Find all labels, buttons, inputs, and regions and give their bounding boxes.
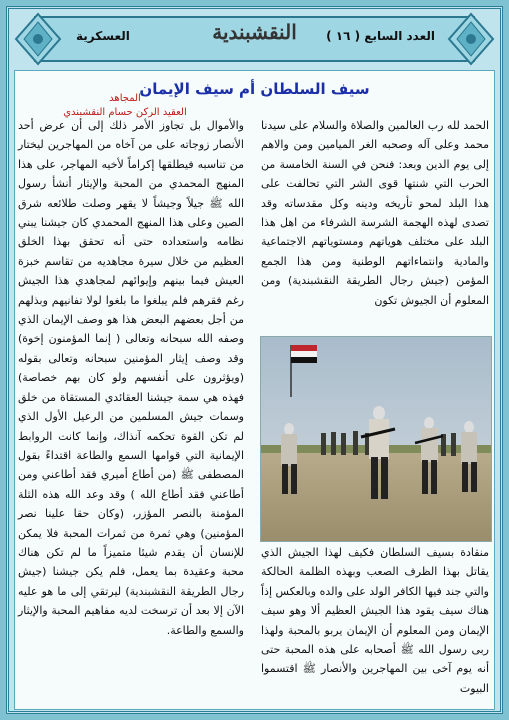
magazine-logo: النقشبندية: [212, 20, 297, 44]
paragraph: والأموال بل تجاوز الأمر ذلك إلى أن عرض أحد الأنصار زوجاته على من آخاه من المهاجرين ليختار من تناسبه فيطلقها إكراماً لأخيه المهاجر، على هذا المنهج المحمدي من المحبة والإيثار أنشأ رسول الله ﷺ جيلاً وجيشاً لا يقهر وصلت طلائعه شرق الصين وعلى هذا المنهج المحمدي كان جيشنا يبني نظامه واستعداده حتى أنه تحقق بهذا الخلق العظيم من خلال سيرة مجاهديه من تقاسم خبزة العيش فيما بينهم وإيوائهم لمجاهدي هذا الجيش رغم فقرهم فلم يبلغوا ما بلغوا لولا تفانيهم وبذلهم من أجل بعضهم البعض هذا هو وصف الإيمان الذي وصفه الله سبحانه وتعالى ( إنما المؤمنون إخوة) وقد وصف إيثار المؤمنين سبحانه وتعالى بقوله (ويؤثرون على أنفسهم ولو كان بهم خصاصة) فهذه هي سمة جيشنا العقائدي المستقاة من خلق وسمات جيش المسلمين من الرعيل الأول الذي لم تكن القوة تحكمه آنذاك، وإنما كانت الروابط الإيمانية التي قوامها السمع والطاعة اقتداءً بقول المصطفى ﷺ (من أطاع أميري فقد أطاعني ومن أطاعني فقد أطاع الله ) وقد وعد الله هذه الثلة المؤمنة بالنصر المؤزر، (وكان حقا علينا نصر المؤمنين) وهي ثمرة من ثمرات المحبة فلا يمكن للإنسان أن يقدم شيئا متميزاً ما لم تكن هناك محبة وعقيدة بما يعمل، فلم يكن جيشنا (جيش رجال الطريقة النقشبندية) ليرتقي إلى ما هو عليه الآن إلا بعد أن ترسخت لديه مفاهيم المحبة والإيثار والسمع والطاعة.: [18, 119, 244, 637]
author-name: العقيد الركن حسام النقشبندي: [63, 107, 187, 118]
diamond-ornament-icon: [447, 12, 495, 66]
page-header: [14, 12, 495, 66]
paragraph: منقادة بسيف السلطان فكيف لهذا الجيش الذي يقاتل بهذا الظرف الصعب وبهذه الظلمة الحالكة والتي جند فيها الكافر الولد على والده وبالعكس إذاً هناك سيف يقود هذا الجيش العظيم ألا وهو سيف الإيمان ومن المعلوم أن الإيمان يربو بالمحبة ولهذا ربى رسول الله ﷺ أصحابه على هذه المحبة حتى أنه يوم آخى بين المهاجرين والأنصار ﷺ اقتسموا البيوت: [261, 546, 489, 695]
article-title: سيف السلطان أم سيف الإيمان: [139, 80, 370, 98]
article-column-right-top: [261, 116, 489, 310]
article-column-left: [18, 116, 244, 640]
diamond-ornament-icon: [14, 12, 62, 66]
issue-number: العدد السابع ( ١٦ ): [326, 29, 435, 43]
section-label: العسكرية: [76, 29, 130, 43]
soldiers-photo: [260, 336, 492, 542]
paragraph: الحمد لله رب العالمين والصلاة والسلام على سيدنا محمد وعلى آله وصحبه الغر الميامين ومن والاهم إلى يوم الدين وبعد: فنحن في السنة الخامسة من الحرب التي شنتها قوى الشر التي تحالفت على هذا البلد لمحو تأريخه ودينه وكل مقدساته وقد تصدى لهذه الهجمة الشرسة الشرفاء من اهل هذا البلد على مختلف هوياتهم ومستوياتهم الاجتماعية والمادية وانتماءاتهم الوطنية ومن هذا الجمع المؤمن (جيش رجال الطريقة النقشبندية) ومن المعلوم أن الجيوش تكون: [261, 119, 489, 307]
article-column-right-bottom: [261, 543, 489, 698]
author-role: المجاهد: [109, 93, 141, 104]
